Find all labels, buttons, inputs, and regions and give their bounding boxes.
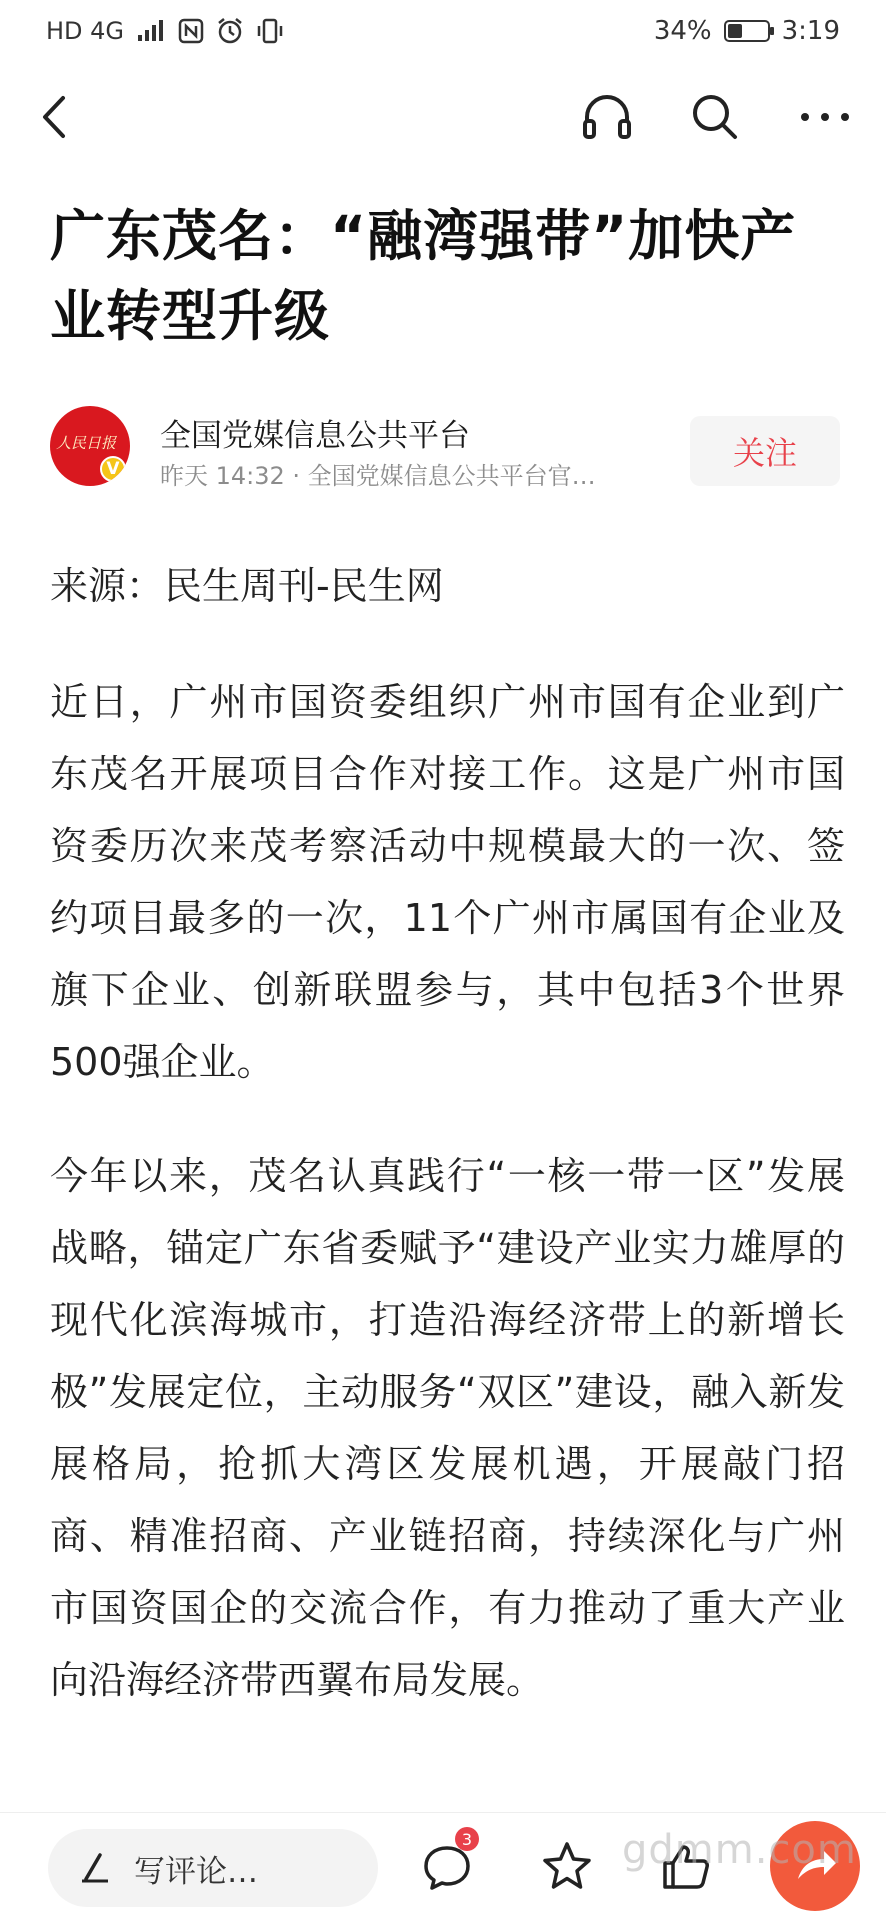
search-icon bbox=[687, 89, 743, 145]
avatar-logo-text: 人民日报 bbox=[56, 434, 117, 452]
article-paragraph: 今年以来，茂名认真践行“一核一带一区”发展战略，锚定广东省委赋予“建设产业实力雄厚的现代化滨海城市，打造沿海经济带上的新增长极”发展定位，主动服务“双区”建设，融入新发展格局，抢抓大湾区发展机遇，开展敲门招商、精准招商、产业链招商，持续深化与广州市国资国企的交流合作，有力推动了重大产业向沿海经济带西翼布局发展。 bbox=[50, 1154, 845, 1702]
listen-button[interactable] bbox=[572, 82, 642, 152]
nav-bar bbox=[0, 62, 886, 172]
signal-text: HD 4G bbox=[46, 17, 125, 45]
search-button[interactable] bbox=[680, 82, 750, 152]
status-right bbox=[654, 16, 840, 46]
comment-placeholder: 写评论… bbox=[134, 1853, 258, 1890]
author-name[interactable]: 全国党媒信息公共平台 bbox=[160, 418, 470, 454]
avatar[interactable] bbox=[50, 406, 130, 486]
battery-level bbox=[728, 24, 742, 38]
back-button[interactable] bbox=[20, 82, 90, 152]
headphones-icon bbox=[579, 89, 635, 145]
nfc-icon bbox=[178, 18, 204, 44]
comment-count-badge: 3 bbox=[455, 1827, 479, 1851]
battery-percent: 34% bbox=[653, 16, 712, 46]
star-icon bbox=[539, 1839, 595, 1895]
article-paragraph: 近日，广州市国资委组织广州市国有企业到广东茂名开展项目合作对接工作。这是广州市国资委历次来茂考察活动中规模最大的一次、签约项目最多的一次，11个广州市属国有企业及旗下企业、创新联盟参与，其中包括3个世界500强企业。 bbox=[50, 680, 845, 1084]
article-body bbox=[50, 550, 845, 1758]
comments-button[interactable] bbox=[415, 1829, 479, 1899]
pen-icon bbox=[78, 1851, 112, 1885]
signal-icon bbox=[136, 19, 166, 43]
watermark-text: gdmm.com bbox=[622, 1827, 857, 1873]
more-button[interactable] bbox=[790, 82, 860, 152]
back-icon bbox=[35, 92, 75, 142]
thumbs-up-icon bbox=[659, 1839, 715, 1895]
clock: 3:19 bbox=[781, 16, 840, 46]
verified-icon: V bbox=[100, 456, 126, 482]
status-bar bbox=[0, 0, 886, 62]
bottom-action-bar bbox=[0, 1812, 886, 1920]
article-source: 来源：民生周刊-民生网 bbox=[50, 564, 444, 608]
more-icon bbox=[797, 107, 853, 127]
alarm-icon bbox=[216, 17, 244, 45]
battery-icon bbox=[724, 20, 770, 42]
follow-button[interactable]: 关注 bbox=[690, 416, 840, 486]
article-title: 广东茂名：“融湾强带”加快产业转型升级 bbox=[50, 204, 797, 348]
share-icon bbox=[790, 1841, 840, 1891]
author-meta: 昨天 14:32 · 全国党媒信息公共平台官… bbox=[160, 462, 596, 490]
favorite-button[interactable] bbox=[535, 1835, 599, 1899]
vibrate-icon bbox=[256, 17, 284, 45]
author-row bbox=[50, 406, 840, 490]
comment-input[interactable] bbox=[48, 1829, 378, 1907]
share-float-button[interactable] bbox=[770, 1821, 860, 1911]
like-button[interactable] bbox=[655, 1835, 719, 1899]
status-left bbox=[46, 17, 284, 45]
